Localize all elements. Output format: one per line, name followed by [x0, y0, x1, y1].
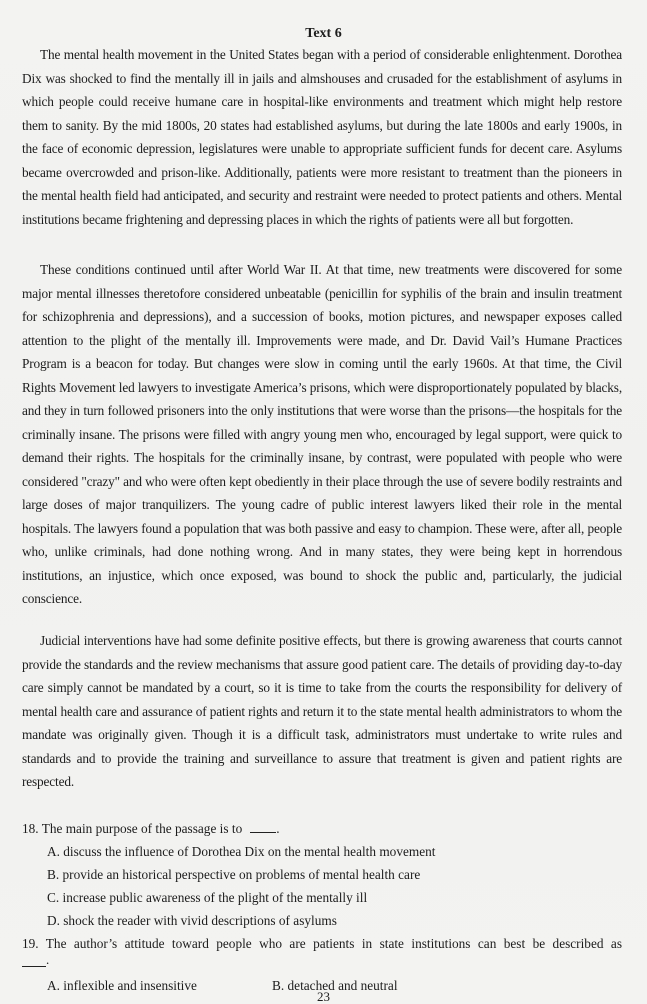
question-18-stem: 18. The main purpose of the passage is to [22, 821, 243, 836]
question-19 [22, 932, 622, 955]
option-18-b: B. provide an historical perspective on problems of mental health care [47, 867, 421, 882]
option-18-d: D. shock the reader with vivid descriptions of asylums [47, 913, 337, 928]
option-18-a: A. discuss the influence of Dorothea Dix on the mental health movement [47, 844, 436, 859]
question-19-stem: 19. The author’s attitude toward people who are patients in state institutions can best be described as [22, 936, 622, 951]
question-18 [22, 817, 622, 840]
question-18-period: . [276, 821, 280, 836]
option-19-b: B. detached and neutral [272, 978, 398, 993]
option-19-a: A. inflexible and insensitive [47, 978, 197, 993]
page-number: 23 [317, 989, 330, 1004]
paragraph-1-text: The mental health movement in the United States began with a period of considerable enlightenment. Dorothea Dix was shocked to find the mentally ill in jails and almshouses and crusaded for the establishment of asylums in which people could receive humane care in hospital-like environments and treatment which might help restore them to sanity. By the mid 1800s, 20 states had established asylums, but during the late 1800s and early 1900s, in the face of economic depression, legislatures were unable to appropriate sufficient funds for decent care. Asylums became overcrowded and prison-like. Additionally, patients were more resistant to treatment than the pioneers in the mental health field had anticipated, and security and restraint were needed to protect patients and others. Mental institutions became frightening and depressing places in which the rights of patients were all but forgotten. [22, 47, 622, 227]
option-18-c: C. increase public awareness of the plight of the mentally ill [47, 890, 368, 905]
paragraph-3 [22, 629, 622, 794]
paragraph-2-text: These conditions continued until after World War II. At that time, new treatments were discovered for some major mental illnesses theretofore considered unbeatable (penicillin for syphilis of the brain and insulin treatment for schizophrenia and depressions), and a succession of books, motion pictures, and newspaper exposes called attention to the plight of the mentally ill. Improvements were made, and Dr. David Vail’s Humane Practices Program is a beacon for today. But changes were slow in coming until the early 1960s. At that time, the Civil Rights Movement led lawyers to investigate America’s prisons, which were disproportionately populated by blacks, and they in turn followed prisoners into the only institutions that were worse than the prisons—the hospitals for the criminally insane. The prisons were filled with angry young men who, encouraged by legal support, were quick to demand their rights. The hospitals for the criminally insane, by contrast, were populated with people who were considered "crazy" and who were often kept obediently in their place through the use of severe bodily restraints and large doses of major tranquilizers. The young cadre of public interest lawyers liked their role in the mental hospitals. The lawyers found a population that was both passive and easy to champion. These were, after all, people who, unlike criminals, had done nothing wrong. And in many states, they were being kept in horrendous institutions, an injustice, which once exposed, was bound to shock the public and, particularly, the judicial conscience. [22, 262, 622, 606]
section-title: Text 6 [305, 26, 342, 41]
paragraph-2 [22, 258, 622, 611]
answer-blank-19 [22, 966, 46, 967]
question-19-period: . [46, 952, 50, 967]
paragraph-3-text: Judicial interventions have had some definite positive effects, but there is growing awareness that courts cannot provide the standards and the review mechanisms that assure good patient care. The details of providing day-to-day care simply cannot be mandated by a court, so it is time to take from the courts the responsibility for delivery of mental health care and assurance of patient rights and return it to the state mental health administrators to whom the mandate was originally given. Though it is a difficult task, administrators must undertake to write rules and standards and to provide the training and surveillance to assure that treatment is given and patient rights are respected. [22, 633, 622, 789]
answer-blank-18 [250, 820, 276, 833]
paragraph-1 [22, 43, 622, 231]
